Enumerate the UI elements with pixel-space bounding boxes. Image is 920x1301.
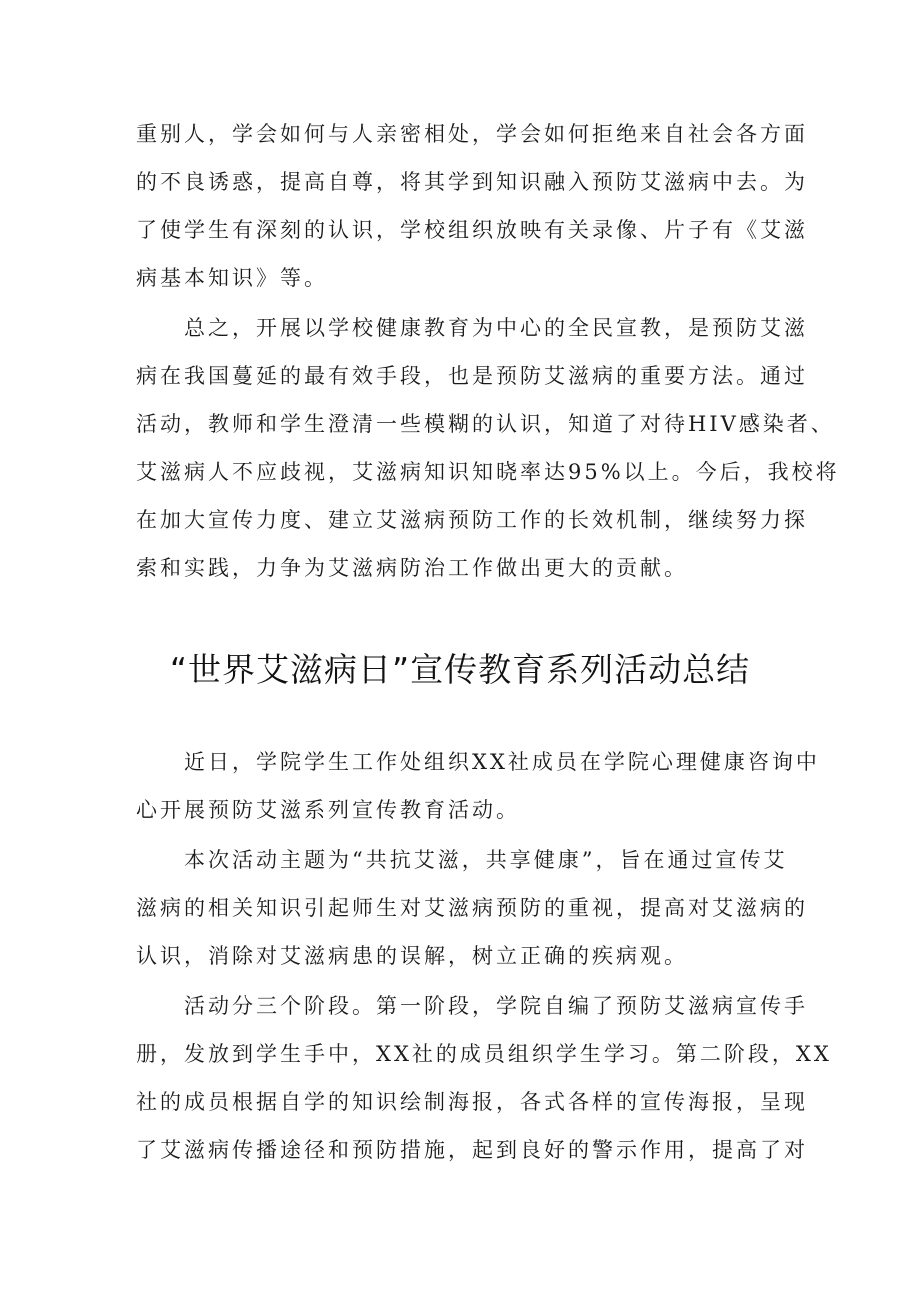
paragraph-line: 总之，开展以学校健康教育为中心的全民宣教，是预防艾滋 [184,316,808,340]
paragraph-line: 活动，教师和学生澄清一些模糊的认识，知道了对待HIV感染者、 [136,412,835,436]
paragraph-line: 重别人，学会如何与人亲密相处，学会如何拒绝来自社会各方面 [136,122,808,146]
paragraph-line: 病在我国蔓延的最有效手段，也是预防艾滋病的重要方法。通过 [136,364,808,388]
paragraph-line: 病基本知识》等。 [136,266,328,290]
paragraph-line: 艾滋病人不应歧视，艾滋病知识知晓率达95%以上。今后，我校将 [136,460,840,484]
paragraph-line: 社的成员根据自学的知识绘制海报，各式各样的宣传海报，呈现 [136,1090,808,1114]
paragraph-line: 认识，消除对艾滋病患的误解，树立正确的疾病观。 [136,944,688,968]
paragraph-line: 本次活动主题为“共抗艾滋，共享健康”，旨在通过宣传艾 [184,848,788,872]
paragraph-line: 了艾滋病传播途径和预防措施，起到良好的警示作用，提高了对 [136,1138,808,1162]
paragraph-line: 心开展预防艾滋系列宣传教育活动。 [136,798,520,822]
paragraph-line: 近日，学院学生工作处组织XX社成员在学院心理健康咨询中 [184,750,820,774]
paragraph-line: 了使学生有深刻的认识，学校组织放映有关录像、片子有《艾滋 [136,218,808,242]
paragraph-line: 索和实践，力争为艾滋病防治工作做出更大的贡献。 [136,556,688,580]
paragraph-line: 在加大宣传力度、建立艾滋病预防工作的长效机制，继续努力探 [136,508,808,532]
page-title: “世界艾滋病日”宣传教育系列活动总结 [169,650,751,689]
paragraph-line: 册，发放到学生手中，XX社的成员组织学生学习。第二阶段，XX [136,1042,832,1066]
paragraph-line: 的不良诱惑，提高自尊，将其学到知识融入预防艾滋病中去。为 [136,170,808,194]
paragraph-line: 活动分三个阶段。第一阶段，学院自编了预防艾滋病宣传手 [184,994,808,1018]
paragraph-line: 滋病的相关知识引起师生对艾滋病预防的重视，提高对艾滋病的 [136,896,808,920]
